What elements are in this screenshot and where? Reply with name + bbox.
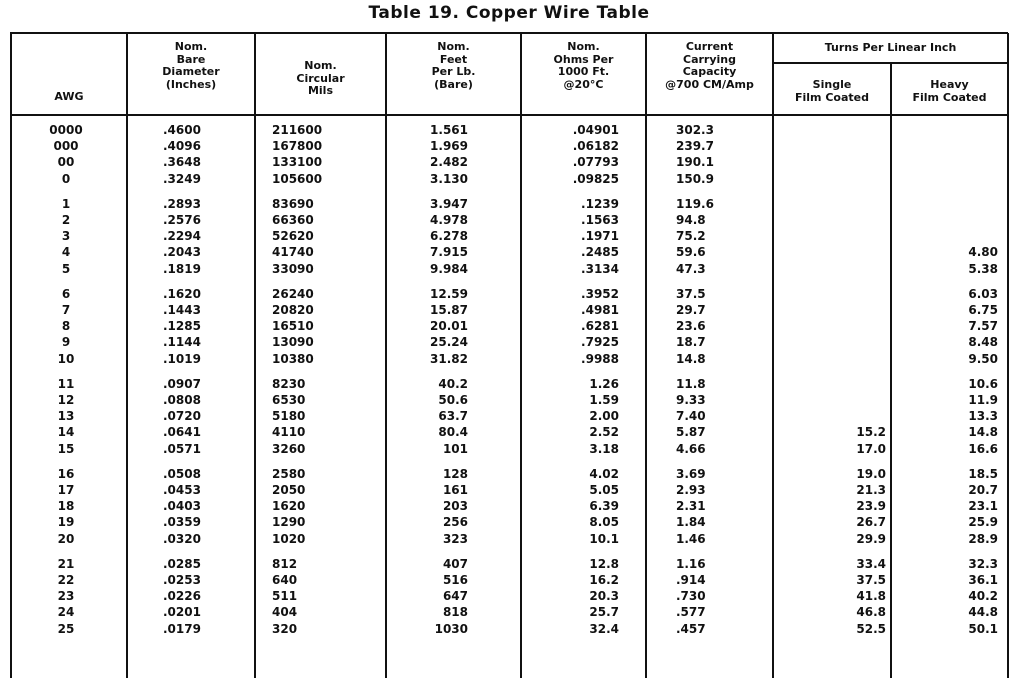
- cell-hf: 5.38: [968, 261, 998, 276]
- cell-ft: 31.82: [430, 351, 468, 366]
- cell-hf: 10.6: [968, 376, 998, 391]
- header-diameter: Nom. Bare Diameter (Inches): [162, 40, 220, 91]
- cell-ohm: .04901: [572, 123, 619, 137]
- table-top-border: [10, 32, 1008, 34]
- column-divider: [254, 33, 256, 678]
- cell-cm: 812: [272, 556, 298, 571]
- header-awg: AWG: [54, 90, 84, 103]
- header-single-film: Single Film Coated: [795, 78, 869, 104]
- cell-dia: .0508: [163, 466, 201, 481]
- cell-dia: .2043: [163, 245, 201, 260]
- cell-sf: 52.5: [856, 621, 886, 636]
- cell-awg: 4: [61, 245, 71, 260]
- cell-cur: 119.6: [676, 196, 714, 211]
- cell-hf: 11.9: [968, 393, 998, 407]
- cell-cm: 10380: [272, 351, 314, 366]
- cell-ft: 9.984: [430, 261, 468, 276]
- cell-hf: 9.50: [968, 351, 998, 366]
- header-feet-per-lb: Nom. Feet Per Lb. (Bare): [431, 40, 476, 91]
- cell-awg: 18: [57, 499, 75, 514]
- cell-hf: 36.1: [968, 573, 998, 587]
- cell-cur: 23.6: [676, 319, 706, 334]
- header-bottom-border: [10, 114, 1008, 116]
- header-current: Current Carrying Capacity @700 CM/Amp: [665, 40, 754, 91]
- cell-dia: .0201: [163, 605, 201, 620]
- cell-cur: 37.5: [676, 286, 706, 301]
- cell-cm: 1020: [272, 531, 306, 546]
- cell-dia: .0253: [163, 573, 201, 587]
- cell-awg: 20: [57, 531, 75, 546]
- cell-ft: 516: [442, 573, 468, 587]
- cell-cur: 75.2: [676, 229, 706, 244]
- cell-ft: 15.87: [430, 303, 468, 317]
- cell-hf: 14.8: [968, 425, 998, 440]
- cell-ohm: 5.05: [589, 483, 619, 497]
- cell-awg: 15: [57, 441, 75, 456]
- header-circular-mils: Nom. Circular Mils: [296, 59, 345, 97]
- cell-ohm: .9988: [581, 351, 619, 366]
- cell-dia: .3648: [163, 155, 201, 170]
- cell-awg: 1: [61, 196, 71, 211]
- cell-dia: .0320: [163, 531, 201, 546]
- cell-ohm: 1.26: [589, 376, 619, 391]
- cell-awg: 14: [57, 425, 75, 440]
- cell-dia: .0907: [163, 376, 201, 391]
- cell-cm: 16510: [272, 319, 314, 334]
- cell-ohm: .4981: [581, 303, 619, 317]
- cell-cm: 66360: [272, 213, 314, 227]
- cell-cm: 4110: [272, 425, 306, 440]
- cell-ft: 818: [442, 605, 468, 620]
- cell-hf: 4.80: [968, 245, 998, 260]
- cell-ft: 3.130: [430, 171, 468, 186]
- cell-cur: 14.8: [676, 351, 706, 366]
- cell-cur: 2.93: [676, 483, 706, 497]
- cell-ft: 20.01: [430, 319, 468, 334]
- cell-dia: .1144: [163, 335, 201, 350]
- cell-cm: 640: [272, 573, 298, 587]
- cell-cm: 105600: [272, 171, 323, 186]
- cell-cur: 9.33: [676, 393, 706, 407]
- cell-dia: .0808: [163, 393, 201, 407]
- cell-ohm: .09825: [572, 171, 619, 186]
- cell-ohm: 10.1: [589, 531, 619, 546]
- cell-cur: 2.31: [676, 499, 706, 514]
- header-ohms: Nom. Ohms Per 1000 Ft. @20°C: [553, 40, 614, 91]
- cell-dia: .1819: [163, 261, 201, 276]
- cell-awg: 12: [57, 393, 75, 407]
- cell-cm: 52620: [272, 229, 314, 244]
- cell-ohm: .3952: [581, 286, 619, 301]
- cell-ft: 1030: [434, 621, 468, 636]
- cell-cur: 29.7: [676, 303, 706, 317]
- cell-hf: 20.7: [968, 483, 998, 497]
- cell-dia: .0453: [163, 483, 201, 497]
- cell-ohm: .07793: [572, 155, 619, 170]
- cell-ft: 12.59: [430, 286, 468, 301]
- column-divider: [645, 33, 647, 678]
- cell-ft: 40.2: [438, 376, 468, 391]
- cell-sf: 29.9: [856, 531, 886, 546]
- cell-cm: 20820: [272, 303, 314, 317]
- cell-awg: 7: [61, 303, 71, 317]
- cell-ft: 25.24: [430, 335, 468, 350]
- cell-ohm: 2.52: [589, 425, 619, 440]
- cell-dia: .0641: [163, 425, 201, 440]
- cell-sf: 33.4: [856, 556, 886, 571]
- cell-cur: 7.40: [676, 409, 706, 424]
- cell-cur: 11.8: [676, 376, 706, 391]
- cell-cur: 302.3: [676, 123, 714, 137]
- cell-cm: 41740: [272, 245, 314, 260]
- cell-ohm: .7925: [581, 335, 619, 350]
- cell-cur: .730: [676, 589, 706, 604]
- cell-hf: 44.8: [968, 605, 998, 620]
- cell-awg: 9: [61, 335, 71, 350]
- cell-awg: 17: [57, 483, 75, 497]
- cell-hf: 28.9: [968, 531, 998, 546]
- cell-ohm: 8.05: [589, 515, 619, 530]
- cell-cm: 13090: [272, 335, 314, 350]
- cell-dia: .0403: [163, 499, 201, 514]
- cell-awg: 2: [61, 213, 71, 227]
- cell-cur: 94.8: [676, 213, 706, 227]
- cell-sf: 41.8: [856, 589, 886, 604]
- cell-cur: .577: [676, 605, 706, 620]
- cell-ohm: .1239: [581, 196, 619, 211]
- cell-awg: 21: [57, 556, 75, 571]
- cell-cm: 2050: [272, 483, 306, 497]
- cell-dia: .2893: [163, 196, 201, 211]
- cell-cur: 5.87: [676, 425, 706, 440]
- cell-awg: 0000: [49, 123, 83, 137]
- cell-ohm: .2485: [581, 245, 619, 260]
- cell-ft: 161: [442, 483, 468, 497]
- table-title: Table 19. Copper Wire Table: [368, 3, 650, 23]
- cell-ft: 128: [442, 466, 468, 481]
- cell-dia: .1620: [163, 286, 201, 301]
- cell-awg: 19: [57, 515, 75, 530]
- cell-ohm: .6281: [581, 319, 619, 334]
- cell-hf: 7.57: [968, 319, 998, 334]
- cell-ft: 1.969: [430, 139, 468, 154]
- cell-ohm: .06182: [572, 139, 619, 154]
- cell-hf: 13.3: [968, 409, 998, 424]
- cell-dia: .0359: [163, 515, 201, 530]
- cell-ohm: .1563: [581, 213, 619, 227]
- cell-cm: 1290: [272, 515, 306, 530]
- cell-awg: 16: [57, 466, 75, 481]
- column-divider: [520, 33, 522, 678]
- cell-cm: 83690: [272, 196, 314, 211]
- cell-ohm: 20.3: [589, 589, 619, 604]
- cell-ohm: 12.8: [589, 556, 619, 571]
- cell-awg: 8: [61, 319, 71, 334]
- cell-sf: 37.5: [856, 573, 886, 587]
- cell-ohm: 1.59: [589, 393, 619, 407]
- cell-ft: 101: [442, 441, 468, 456]
- cell-ohm: 32.4: [589, 621, 619, 636]
- cell-dia: .0226: [163, 589, 201, 604]
- cell-dia: .1019: [163, 351, 201, 366]
- cell-dia: .1443: [163, 303, 201, 317]
- cell-cm: 6530: [272, 393, 306, 407]
- cell-ft: 647: [442, 589, 468, 604]
- cell-ft: 4.978: [430, 213, 468, 227]
- cell-ohm: 4.02: [589, 466, 619, 481]
- cell-cm: 8230: [272, 376, 306, 391]
- cell-ft: 256: [442, 515, 468, 530]
- cell-sf: 19.0: [856, 466, 886, 481]
- cell-cur: .914: [676, 573, 706, 587]
- cell-ft: 6.278: [430, 229, 468, 244]
- cell-cm: 3260: [272, 441, 306, 456]
- cell-ohm: 3.18: [589, 441, 619, 456]
- cell-cur: 190.1: [676, 155, 714, 170]
- cell-cur: 18.7: [676, 335, 706, 350]
- cell-dia: .0285: [163, 556, 201, 571]
- cell-cm: 320: [272, 621, 298, 636]
- cell-dia: .4096: [163, 139, 201, 154]
- cell-cur: 150.9: [676, 171, 714, 186]
- cell-awg: 6: [61, 286, 71, 301]
- cell-cur: 59.6: [676, 245, 706, 260]
- cell-ft: 323: [442, 531, 468, 546]
- cell-awg: 22: [57, 573, 75, 587]
- cell-ohm: 2.00: [589, 409, 619, 424]
- cell-dia: .0179: [163, 621, 201, 636]
- cell-awg: 23: [57, 589, 75, 604]
- cell-hf: 23.1: [968, 499, 998, 514]
- cell-dia: .4600: [163, 123, 201, 137]
- cell-ohm: 16.2: [589, 573, 619, 587]
- cell-dia: .1285: [163, 319, 201, 334]
- cell-cm: 5180: [272, 409, 306, 424]
- cell-cm: 1620: [272, 499, 306, 514]
- cell-hf: 32.3: [968, 556, 998, 571]
- cell-ohm: 25.7: [589, 605, 619, 620]
- cell-cur: 239.7: [676, 139, 714, 154]
- cell-cm: 511: [272, 589, 298, 604]
- cell-ft: 3.947: [430, 196, 468, 211]
- cell-hf: 16.6: [968, 441, 998, 456]
- cell-dia: .2294: [163, 229, 201, 244]
- header-heavy-film: Heavy Film Coated: [912, 78, 987, 104]
- cell-ft: 7.915: [430, 245, 468, 260]
- cell-hf: 6.75: [968, 303, 998, 317]
- cell-hf: 8.48: [968, 335, 998, 350]
- cell-dia: .0571: [163, 441, 201, 456]
- cell-hf: 40.2: [968, 589, 998, 604]
- cell-hf: 18.5: [968, 466, 998, 481]
- cell-cur: .457: [676, 621, 706, 636]
- cell-awg: 10: [57, 351, 75, 366]
- cell-ft: 407: [442, 556, 468, 571]
- cell-cur: 1.46: [676, 531, 706, 546]
- cell-awg: 3: [61, 229, 71, 244]
- column-divider: [772, 33, 774, 678]
- cell-ft: 203: [442, 499, 468, 514]
- cell-cur: 1.84: [676, 515, 706, 530]
- cell-cm: 33090: [272, 261, 314, 276]
- cell-sf: 21.3: [856, 483, 886, 497]
- cell-ohm: 6.39: [589, 499, 619, 514]
- column-divider: [1007, 33, 1009, 678]
- column-divider: [385, 33, 387, 678]
- cell-awg: 11: [57, 376, 75, 391]
- cell-ohm: .3134: [581, 261, 619, 276]
- cell-dia: .0720: [163, 409, 201, 424]
- cell-dia: .2576: [163, 213, 201, 227]
- cell-cm: 167800: [272, 139, 323, 154]
- cell-sf: 15.2: [856, 425, 886, 440]
- header-turns-group: Turns Per Linear Inch: [824, 41, 957, 54]
- cell-awg: 0: [61, 171, 71, 186]
- cell-sf: 46.8: [856, 605, 886, 620]
- cell-cur: 3.69: [676, 466, 706, 481]
- column-divider: [126, 33, 128, 678]
- cell-awg: 5: [61, 261, 71, 276]
- cell-hf: 25.9: [968, 515, 998, 530]
- cell-cm: 2580: [272, 466, 306, 481]
- cell-hf: 50.1: [968, 621, 998, 636]
- cell-sf: 17.0: [856, 441, 886, 456]
- cell-ft: 2.482: [430, 155, 468, 170]
- cell-awg: 000: [53, 139, 79, 154]
- cell-ft: 1.561: [430, 123, 468, 137]
- cell-ft: 50.6: [438, 393, 468, 407]
- cell-awg: 00: [57, 155, 75, 170]
- cell-cm: 211600: [272, 123, 323, 137]
- column-divider: [10, 33, 12, 678]
- cell-awg: 13: [57, 409, 75, 424]
- cell-dia: .3249: [163, 171, 201, 186]
- cell-sf: 26.7: [856, 515, 886, 530]
- cell-hf: 6.03: [968, 286, 998, 301]
- cell-cm: 26240: [272, 286, 314, 301]
- cell-cur: 1.16: [676, 556, 706, 571]
- cell-cm: 133100: [272, 155, 323, 170]
- cell-ft: 80.4: [438, 425, 468, 440]
- cell-awg: 24: [57, 605, 75, 620]
- cell-awg: 25: [57, 621, 75, 636]
- cell-ohm: .1971: [581, 229, 619, 244]
- cell-cur: 4.66: [676, 441, 706, 456]
- cell-cur: 47.3: [676, 261, 706, 276]
- cell-cm: 404: [272, 605, 298, 620]
- cell-ft: 63.7: [438, 409, 468, 424]
- cell-sf: 23.9: [856, 499, 886, 514]
